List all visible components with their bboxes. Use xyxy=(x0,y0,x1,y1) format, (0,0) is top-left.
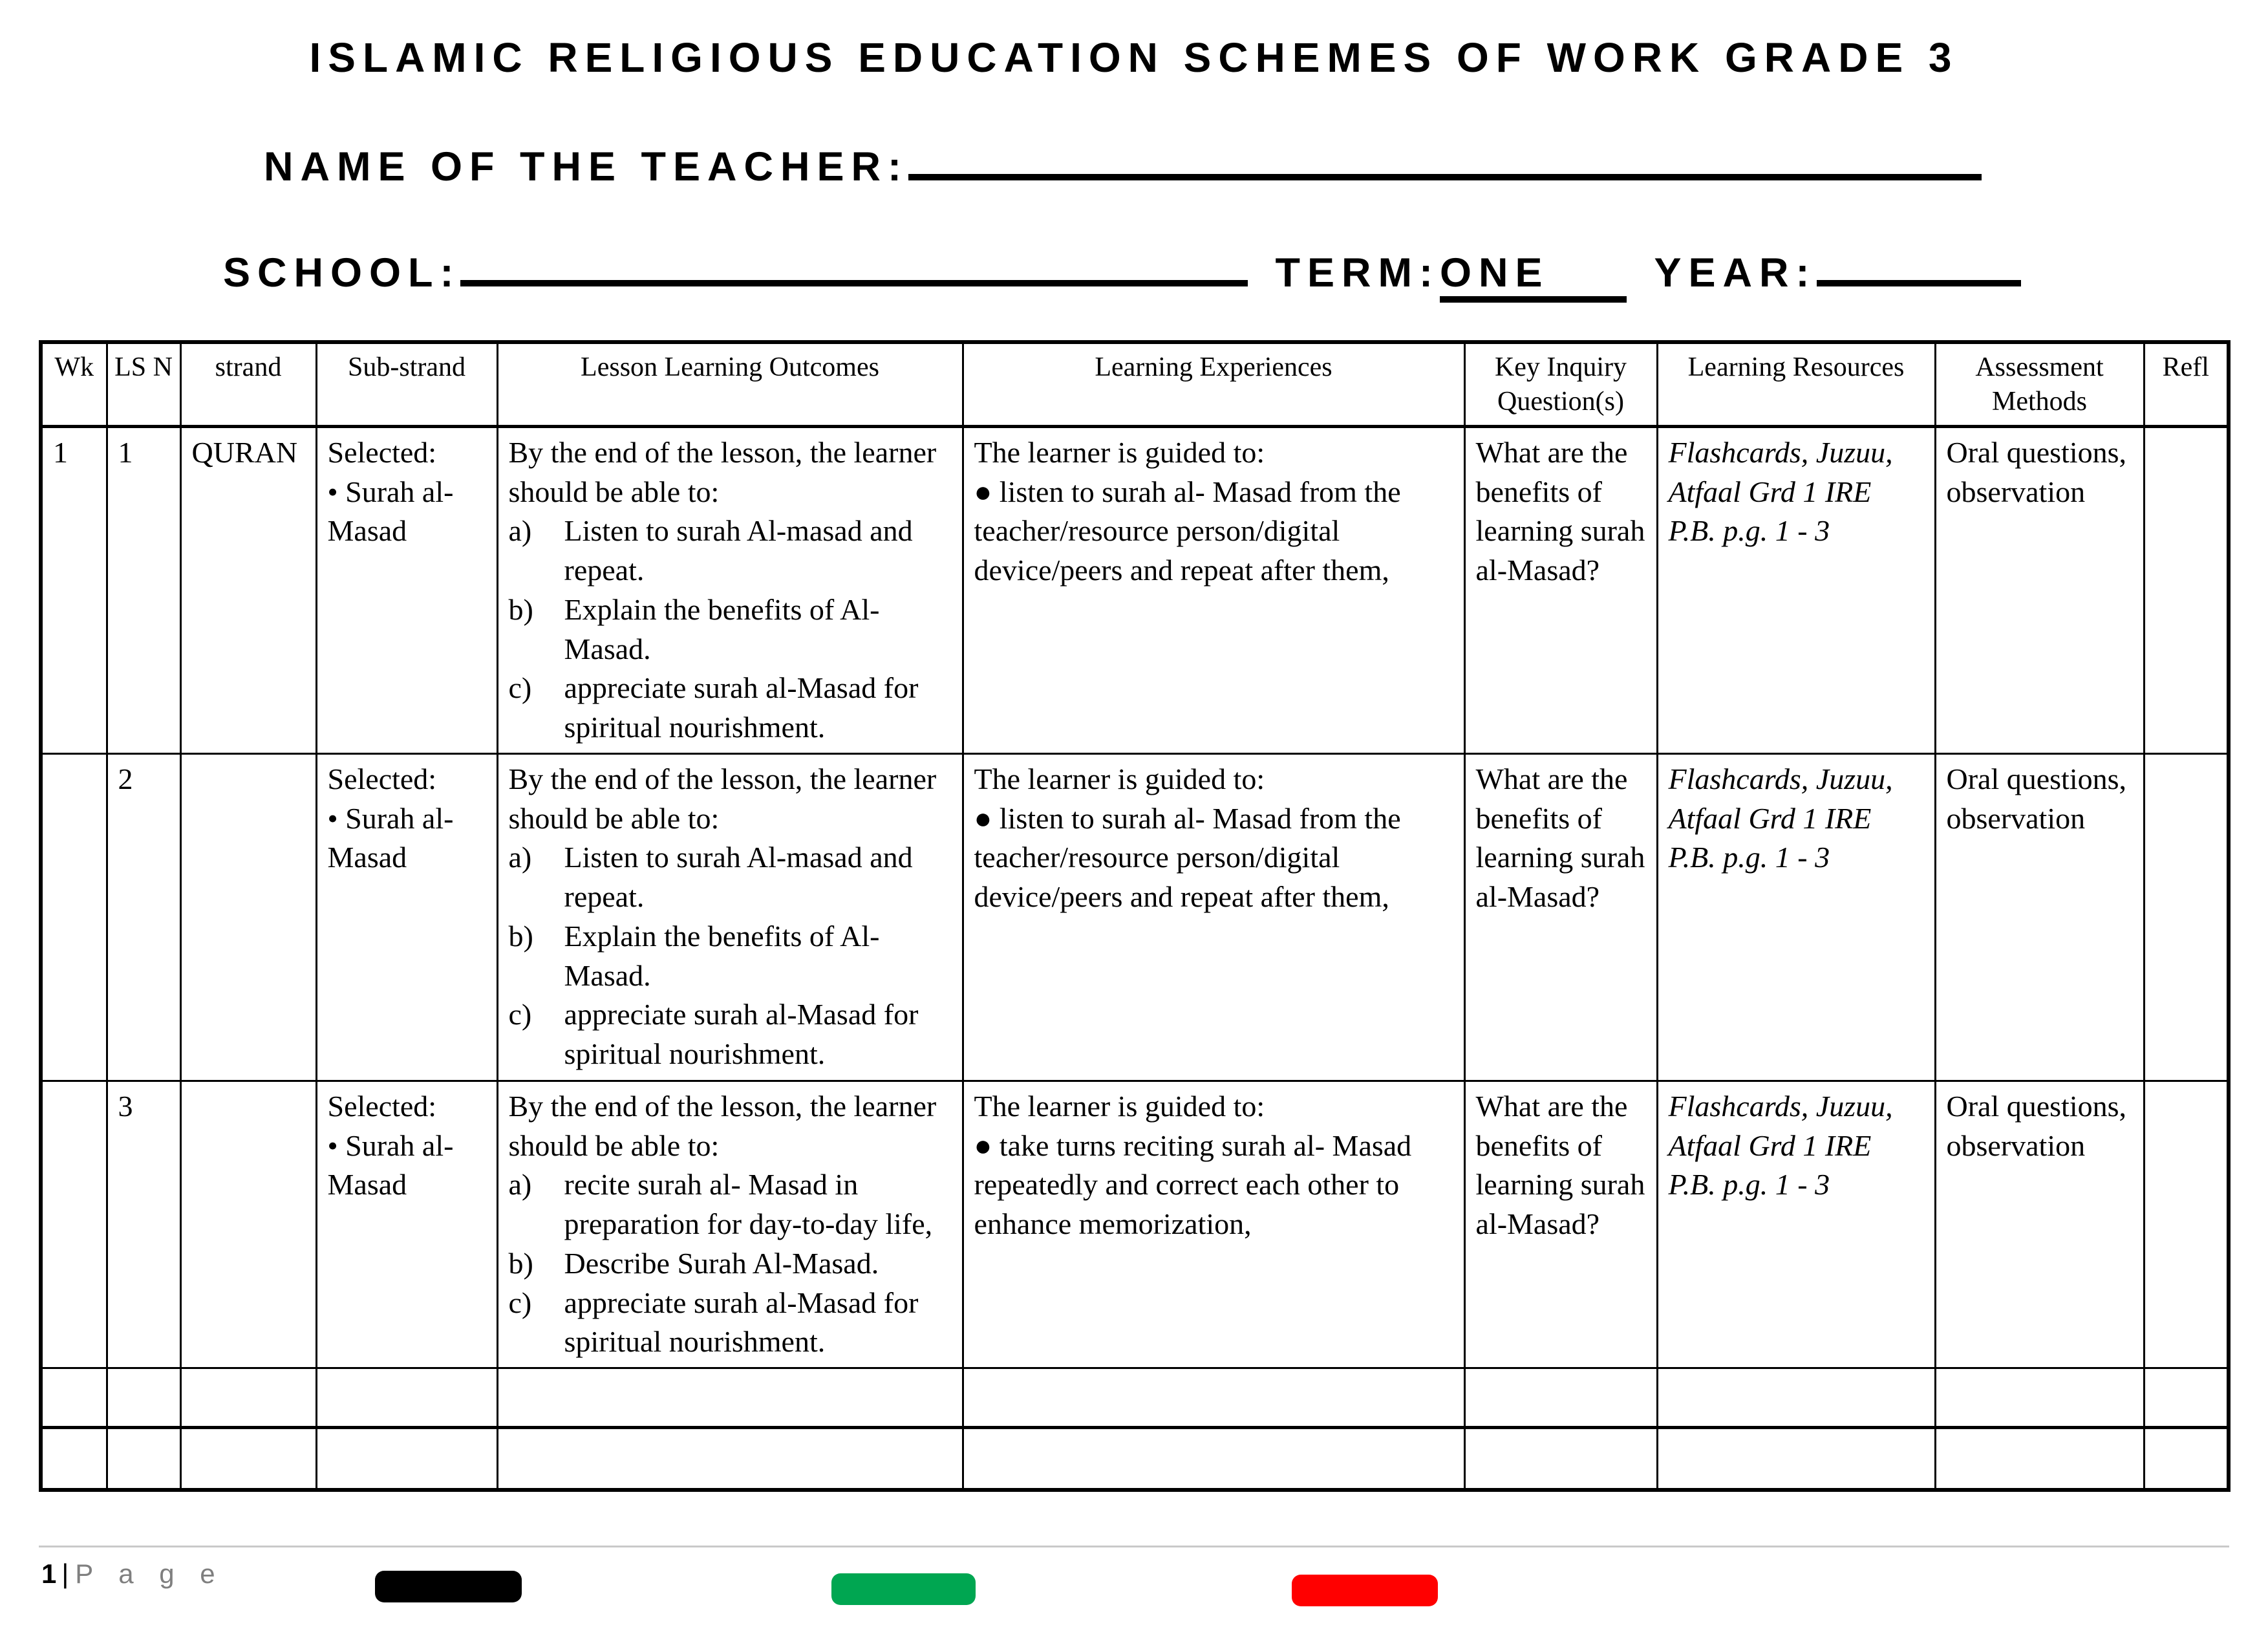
cell-experiences: The learner is guided to: ● take turns reciting surah al- Masad repeatedly and correct each other to enhance memorization, xyxy=(963,1081,1464,1368)
col-header-assessment: Assessment Methods xyxy=(1935,342,2144,427)
page-number: 1 xyxy=(41,1558,57,1589)
green-marker-shape xyxy=(831,1573,976,1605)
cell-lesson-number: 1 xyxy=(107,427,180,754)
school-blank-line xyxy=(460,252,1248,286)
col-header-sub-strand: Sub-strand xyxy=(316,342,497,427)
col-header-resources: Learning Resources xyxy=(1657,342,1935,427)
document-page xyxy=(0,34,2268,1638)
cell-week xyxy=(41,1428,107,1490)
cell-assessment: Oral questions, observation xyxy=(1935,754,2144,1081)
col-header-key-inquiry: Key Inquiry Question(s) xyxy=(1464,342,1657,427)
cell-lesson-number xyxy=(107,1428,180,1490)
cell-key-inquiry: What are the benefits of learning surah al-Masad? xyxy=(1464,427,1657,754)
cell-week: 1 xyxy=(41,427,107,754)
col-header-outcomes: Lesson Learning Outcomes xyxy=(497,342,963,427)
cell-assessment: Oral questions, observation xyxy=(1935,427,2144,754)
col-header-strand: strand xyxy=(180,342,316,427)
cell-reflection xyxy=(2144,754,2229,1081)
outcome-item: c) appreciate surah al-Masad for spiritual nourishment. xyxy=(508,998,919,1071)
outcome-item: b) Explain the benefits of Al-Masad. xyxy=(508,919,880,992)
cell-experiences: The learner is guided to: ● listen to surah al- Masad from the teacher/resource person/digital device/peers and repeat after them, xyxy=(963,754,1464,1081)
cell-strand xyxy=(180,1368,316,1428)
cell-sub-strand: Selected: • Surah al-Masad xyxy=(316,1081,497,1368)
school-label: SCHOOL: xyxy=(223,250,461,296)
table-body xyxy=(41,427,2229,1490)
cell-week xyxy=(41,1368,107,1428)
cell-resources xyxy=(1657,1368,1935,1428)
cell-resources: Flashcards, Juzuu, Atfaal Grd 1 IRE P.B. p.g. 1 - 3 xyxy=(1657,754,1935,1081)
table-row xyxy=(41,1428,2229,1490)
cell-strand: QURAN xyxy=(180,427,316,754)
red-marker-shape xyxy=(1292,1575,1438,1606)
cell-key-inquiry xyxy=(1464,1428,1657,1490)
cell-sub-strand: Selected: • Surah al-Masad xyxy=(316,427,497,754)
cell-assessment xyxy=(1935,1428,2144,1490)
cell-strand xyxy=(180,1428,316,1490)
cell-sub-strand xyxy=(316,1428,497,1490)
cell-week xyxy=(41,754,107,1081)
cell-experiences xyxy=(963,1368,1464,1428)
col-header-experiences: Learning Experiences xyxy=(963,342,1464,427)
cell-key-inquiry: What are the benefits of learning surah al-Masad? xyxy=(1464,1081,1657,1368)
outcome-item: c) appreciate surah al-Masad for spiritual nourishment. xyxy=(508,1286,919,1359)
table-row xyxy=(41,1081,2229,1368)
cell-assessment xyxy=(1935,1368,2144,1428)
col-header-week: Wk xyxy=(41,342,107,427)
outcome-item: b) Explain the benefits of Al-Masad. xyxy=(508,592,880,665)
cell-reflection xyxy=(2144,1428,2229,1490)
table-row xyxy=(41,754,2229,1081)
cell-reflection xyxy=(2144,1368,2229,1428)
cell-week xyxy=(41,1081,107,1368)
cell-experiences xyxy=(963,1428,1464,1490)
cell-strand xyxy=(180,1081,316,1368)
cell-outcomes: By the end of the lesson, the learner should be able to: a) recite surah al- Masad in preparation for day-to-day life, b) Describe Surah Al-Masad. c) appreciate surah al-Masad for spiritual nourishment. xyxy=(497,1081,963,1368)
teacher-line xyxy=(264,144,2268,190)
teacher-blank-line xyxy=(908,145,1982,180)
cell-lesson-number: 3 xyxy=(107,1081,180,1368)
cell-reflection xyxy=(2144,427,2229,754)
cell-key-inquiry: What are the benefits of learning surah al-Masad? xyxy=(1464,754,1657,1081)
school-line xyxy=(223,250,2268,303)
table-header-row xyxy=(41,342,2229,427)
schemes-of-work-table xyxy=(39,340,2231,1492)
cell-resources: Flashcards, Juzuu, Atfaal Grd 1 IRE P.B. p.g. 1 - 3 xyxy=(1657,1081,1935,1368)
cell-lesson-number xyxy=(107,1368,180,1428)
outcome-item: a) Listen to surah Al-masad and repeat. xyxy=(508,514,913,587)
term-value: ONE xyxy=(1439,250,1550,296)
outcome-item: b) Describe Surah Al-Masad. xyxy=(508,1246,879,1280)
cell-strand xyxy=(180,754,316,1081)
cell-resources xyxy=(1657,1428,1935,1490)
cell-outcomes: By the end of the lesson, the learner should be able to: a) Listen to surah Al-masad and repeat. b) Explain the benefits of Al-Masad. c) appreciate surah al-Masad for spiritual nourishment. xyxy=(497,427,963,754)
outcome-item: a) Listen to surah Al-masad and repeat. xyxy=(508,841,913,914)
term-value-underline xyxy=(1440,250,1627,303)
cell-outcomes xyxy=(497,1368,963,1428)
table-row xyxy=(41,427,2229,754)
year-label: YEAR: xyxy=(1654,250,1817,296)
col-header-lesson-number: LS N xyxy=(107,342,180,427)
year-blank-line xyxy=(1817,252,2021,286)
table-row xyxy=(41,1368,2229,1428)
page-number-separator: | xyxy=(61,1558,69,1589)
cell-lesson-number: 2 xyxy=(107,754,180,1081)
cell-outcomes: By the end of the lesson, the learner should be able to: a) Listen to surah Al-masad and repeat. b) Explain the benefits of Al-Masad. c) appreciate surah al-Masad for spiritual nourishment. xyxy=(497,754,963,1081)
footer-separator-rule xyxy=(39,1546,2229,1547)
cell-outcomes xyxy=(497,1428,963,1490)
cell-key-inquiry xyxy=(1464,1368,1657,1428)
col-header-reflection: Refl xyxy=(2144,342,2229,427)
page-word: P a g e xyxy=(75,1558,224,1589)
cell-sub-strand: Selected: • Surah al-Masad xyxy=(316,754,497,1081)
outcome-item: c) appreciate surah al-Masad for spiritual nourishment. xyxy=(508,671,919,744)
term-label: TERM: xyxy=(1275,250,1440,296)
teacher-label: NAME OF THE TEACHER: xyxy=(264,144,908,189)
page-title: ISLAMIC RELIGIOUS EDUCATION SCHEMES OF WORK GRADE 3 xyxy=(309,34,1959,81)
black-marker-shape xyxy=(375,1571,522,1602)
outcome-item: a) recite surah al- Masad in preparation for day-to-day life, xyxy=(508,1168,933,1241)
cell-assessment: Oral questions, observation xyxy=(1935,1081,2144,1368)
footer-page-indicator xyxy=(41,1558,224,1590)
cell-experiences: The learner is guided to: ● listen to surah al- Masad from the teacher/resource person/digital device/peers and repeat after them, xyxy=(963,427,1464,754)
cell-reflection xyxy=(2144,1081,2229,1368)
cell-resources: Flashcards, Juzuu, Atfaal Grd 1 IRE P.B. p.g. 1 - 3 xyxy=(1657,427,1935,754)
cell-sub-strand xyxy=(316,1368,497,1428)
